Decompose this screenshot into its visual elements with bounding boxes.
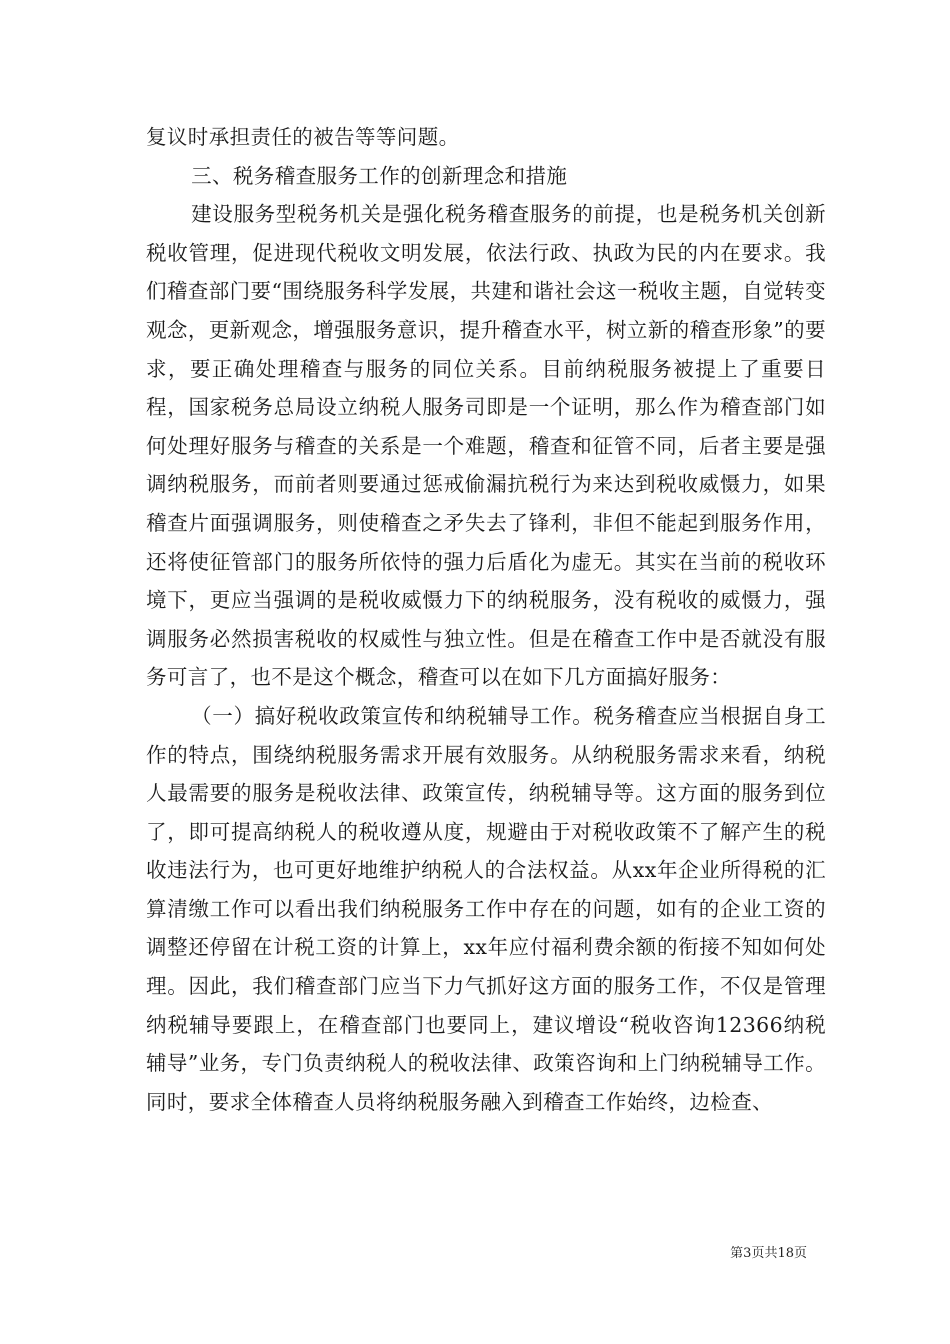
section-heading: 三、税务稽查服务工作的创新理念和措施 xyxy=(191,163,568,188)
document-body xyxy=(146,118,826,1121)
continuation-paragraph: 复议时承担责任的被告等等问题。 xyxy=(146,125,460,149)
body-paragraph: （一）搞好税收政策宣传和纳税辅导工作。税务稽查应当根据自身工作的特点，围绕纳税服务需求开展有效服务。从纳税服务需求来看，纳税人最需要的服务是税收法律、政策宣传，纳税辅导等。这方面的服务到位了，即可提高纳税人的税收遵从度，规避由于对税收政策不了解产生的税收违法行为，也可更好地维护纳税人的合法权益。从xx年企业所得税的汇算清缴工作可以看出我们纳税服务工作中存在的问题，如有的企业工资的调整还停留在计税工资的计算上，xx年应付福利费余额的衔接不知如何处理。因此，我们稽查部门应当下力气抓好这方面的服务工作，不仅是管理纳税辅导要跟上，在稽查部门也要同上，建议增设“税收咨询12366纳税辅导”业务，专门负责纳税人的税收法律、政策咨询和上门纳税辅导工作。同时，要求全体稽查人员将纳税服务融入到稽查工作始终，边检查、 xyxy=(146,703,826,1114)
body-paragraph: 建设服务型税务机关是强化税务稽查服务的前提，也是税务机关创新税收管理，促进现代税收文明发展，依法行政、执政为民的内在要求。我们稽查部门要“围绕服务科学发展，共建和谐社会这一税收主题，自觉转变观念，更新观念，增强服务意识，提升稽查水平，树立新的稽查形象”的要求，要正确处理稽查与服务的同位关系。目前纳税服务被提上了重要日程，国家税务总局设立纳税人服务司即是一个证明，那么作为稽查部门如何处理好服务与稽查的关系是一个难题，稽查和征管不同，后者主要是强调纳税服务，而前者则要通过惩戒偷漏抗税行为来达到税收威慑力，如果稽查片面强调服务，则使稽查之矛失去了锋利，非但不能起到服务作用，还将使征管部门的服务所依恃的强力后盾化为虚无。其实在当前的税收环境下，更应当强调的是税收威慑力下的纳税服务，没有税收的威慑力，强调服务必然损害税收的权威性与独立性。但是在稽查工作中是否就没有服务可言了，也不是这个概念，稽查可以在如下几方面搞好服务： xyxy=(146,202,826,690)
page-number-footer: 第3页共18页 xyxy=(730,1246,807,1261)
